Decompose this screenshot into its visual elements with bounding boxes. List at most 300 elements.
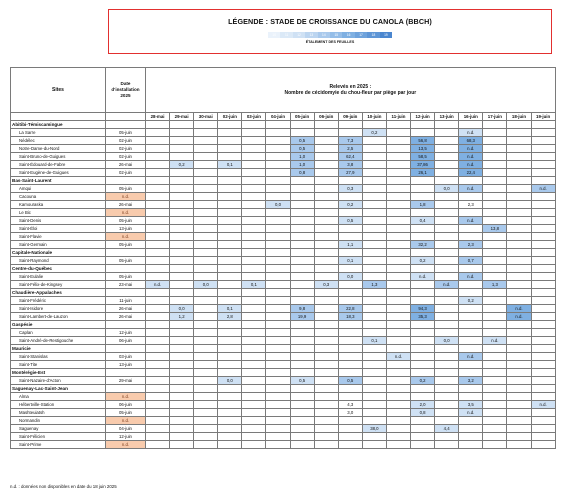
count-cell (507, 217, 531, 225)
count-cell: 7,3 (338, 137, 362, 145)
count-cell: n.d. (507, 313, 531, 321)
count-cell (290, 233, 314, 241)
count-cell: 0,3 (314, 281, 338, 289)
count-cell: 2,8 (218, 313, 242, 321)
count-cell (362, 433, 386, 441)
count-cell (483, 209, 507, 217)
count-cell (170, 353, 194, 361)
region-name: Gaspésie (11, 321, 106, 329)
region-name: Saguenay-Lac-Saint-Jean (11, 385, 106, 393)
region-cell (531, 345, 555, 353)
count-cell (507, 137, 531, 145)
count-cell (266, 305, 290, 313)
region-date-blank (106, 345, 146, 353)
count-cell (435, 433, 459, 441)
count-cell (242, 129, 266, 137)
count-cell (435, 377, 459, 385)
count-cell (314, 361, 338, 369)
count-cell (459, 425, 483, 433)
count-cell (386, 145, 410, 153)
count-cell (314, 353, 338, 361)
count-cell (266, 273, 290, 281)
table-row (11, 273, 556, 281)
count-cell (362, 185, 386, 193)
region-cell (483, 369, 507, 377)
count-cell (411, 361, 435, 369)
count-cell (170, 185, 194, 193)
count-cell (435, 313, 459, 321)
count-cell (338, 129, 362, 137)
count-cell (194, 233, 218, 241)
count-cell (411, 353, 435, 361)
count-cell (266, 409, 290, 417)
count-cell (507, 169, 531, 177)
region-date-blank (106, 177, 146, 185)
table-row (11, 209, 556, 217)
count-cell (290, 241, 314, 249)
count-cell (386, 153, 410, 161)
region-cell (266, 345, 290, 353)
region-cell (218, 385, 242, 393)
count-cell: n.d. (459, 217, 483, 225)
count-cell (194, 329, 218, 337)
region-cell (338, 265, 362, 273)
region-cell (314, 369, 338, 377)
count-cell (362, 313, 386, 321)
count-cell (362, 273, 386, 281)
count-cell: n.d. (459, 129, 483, 137)
count-cell (314, 241, 338, 249)
region-cell (170, 121, 194, 129)
count-cell (531, 393, 555, 401)
region-cell (483, 249, 507, 257)
region-cell (314, 249, 338, 257)
region-name: Chaudière-Appalaches (11, 289, 106, 297)
count-cell (146, 225, 170, 233)
count-cell (242, 273, 266, 281)
region-cell (170, 369, 194, 377)
count-cell (218, 233, 242, 241)
count-cell (170, 441, 194, 449)
region-cell (290, 121, 314, 129)
count-cell (507, 409, 531, 417)
region-cell (483, 121, 507, 129)
count-cell (146, 401, 170, 409)
header-day: 17-juin (483, 113, 507, 121)
count-cell (266, 137, 290, 145)
region-cell (507, 265, 531, 273)
count-cell: 94,3 (411, 305, 435, 313)
region-row (11, 289, 556, 297)
count-cell (314, 337, 338, 345)
install-date: 06-juin (106, 401, 146, 409)
count-cell (194, 217, 218, 225)
count-cell (362, 137, 386, 145)
region-cell (290, 385, 314, 393)
count-cell (242, 305, 266, 313)
region-cell (146, 369, 170, 377)
footnote: n.d. : données non disponibles en date du 18 juin 2025 (10, 484, 117, 489)
count-cell (218, 201, 242, 209)
count-cell (194, 185, 218, 193)
count-cell (386, 201, 410, 209)
region-cell (411, 121, 435, 129)
count-cell: 0,2 (170, 161, 194, 169)
count-cell: 0,5 (290, 377, 314, 385)
count-cell (290, 209, 314, 217)
count-cell (507, 425, 531, 433)
count-cell (411, 129, 435, 137)
region-cell (362, 369, 386, 377)
count-cell (146, 409, 170, 417)
count-cell: 2,5 (338, 145, 362, 153)
count-cell (242, 201, 266, 209)
count-cell (266, 241, 290, 249)
count-cell (290, 337, 314, 345)
count-cell: 0,1 (362, 337, 386, 345)
region-cell (194, 321, 218, 329)
install-date: 26-mai (106, 305, 146, 313)
count-cell (531, 433, 555, 441)
count-cell (146, 305, 170, 313)
count-cell (435, 329, 459, 337)
region-cell (411, 289, 435, 297)
site-name: Notre-Dame-du-Nord (11, 145, 106, 153)
count-cell (266, 297, 290, 305)
region-cell (362, 121, 386, 129)
count-cell (146, 185, 170, 193)
region-cell (362, 265, 386, 273)
count-cell (483, 433, 507, 441)
region-cell (435, 177, 459, 185)
count-cell (362, 193, 386, 201)
table-row (11, 193, 556, 201)
install-date: 02-juin (106, 169, 146, 177)
count-cell (314, 201, 338, 209)
count-cell (507, 129, 531, 137)
region-cell (459, 385, 483, 393)
count-cell (170, 281, 194, 289)
count-cell (218, 281, 242, 289)
install-date: 23-mai (106, 281, 146, 289)
count-cell (483, 425, 507, 433)
region-cell (531, 385, 555, 393)
header-date: Date d'installation 2025 (106, 68, 146, 113)
count-cell (170, 337, 194, 345)
count-cell (483, 361, 507, 369)
count-cell (266, 417, 290, 425)
region-cell (194, 121, 218, 129)
count-cell (314, 273, 338, 281)
count-cell (146, 377, 170, 385)
count-cell (266, 337, 290, 345)
region-cell (411, 369, 435, 377)
count-cell (194, 353, 218, 361)
count-cell (170, 225, 194, 233)
table-row (11, 441, 556, 449)
region-cell (266, 321, 290, 329)
count-cell: 0,8 (411, 409, 435, 417)
count-cell (218, 433, 242, 441)
table-row (11, 153, 556, 161)
count-cell (242, 377, 266, 385)
count-cell (386, 297, 410, 305)
count-cell (483, 401, 507, 409)
legend-swatch-11: 11 (280, 32, 292, 38)
count-cell (314, 425, 338, 433)
count-cell (386, 441, 410, 449)
site-name: Saint-Raymond (11, 257, 106, 265)
region-name: Montérégie-Est (11, 369, 106, 377)
count-cell (507, 353, 531, 361)
count-cell (483, 297, 507, 305)
count-cell (386, 401, 410, 409)
count-cell (266, 217, 290, 225)
region-row (11, 369, 556, 377)
count-cell (266, 361, 290, 369)
header-blank-date (106, 113, 146, 121)
count-cell (362, 201, 386, 209)
region-cell (386, 321, 410, 329)
count-cell (338, 281, 362, 289)
install-date: 05-juin (106, 409, 146, 417)
count-cell (483, 329, 507, 337)
region-cell (170, 289, 194, 297)
table-row (11, 417, 556, 425)
count-cell (459, 361, 483, 369)
install-date: 06-juin (106, 337, 146, 345)
count-cell (459, 433, 483, 441)
count-cell (242, 425, 266, 433)
count-cell (146, 329, 170, 337)
count-cell (314, 409, 338, 417)
count-cell (483, 257, 507, 265)
region-cell (386, 249, 410, 257)
count-cell (507, 401, 531, 409)
legend-title: LÉGENDE : STADE DE CROISSANCE DU CANOLA (BBCH) (228, 17, 432, 26)
region-cell (459, 369, 483, 377)
region-cell (290, 369, 314, 377)
count-cell (435, 305, 459, 313)
count-cell (146, 169, 170, 177)
count-cell (386, 129, 410, 137)
header-day: 13-juin (435, 113, 459, 121)
count-cell (266, 209, 290, 217)
region-cell (314, 321, 338, 329)
region-name: Abitibi-Témiscamingue (11, 121, 106, 129)
count-cell (483, 313, 507, 321)
count-cell: 3,5 (459, 401, 483, 409)
site-name: Hébertville-Station (11, 401, 106, 409)
count-cell (266, 393, 290, 401)
count-cell (146, 393, 170, 401)
count-cell: n.d. (459, 145, 483, 153)
count-cell (290, 273, 314, 281)
count-cell (170, 297, 194, 305)
count-cell: 0,0 (266, 201, 290, 209)
count-cell (338, 353, 362, 361)
count-cell: 0,7 (459, 257, 483, 265)
count-cell (242, 313, 266, 321)
region-row (11, 385, 556, 393)
count-cell (314, 209, 338, 217)
count-cell (435, 401, 459, 409)
region-cell (194, 369, 218, 377)
region-cell (531, 289, 555, 297)
count-cell (531, 217, 555, 225)
count-cell (459, 281, 483, 289)
count-cell (411, 417, 435, 425)
count-cell: 1,2 (170, 313, 194, 321)
count-cell (435, 273, 459, 281)
count-cell (242, 161, 266, 169)
count-cell: 35,3 (411, 313, 435, 321)
region-cell (338, 249, 362, 257)
count-cell: n.d. (386, 353, 410, 361)
count-cell (194, 433, 218, 441)
count-cell (507, 393, 531, 401)
count-cell (531, 193, 555, 201)
count-cell (435, 225, 459, 233)
count-cell (146, 273, 170, 281)
count-cell (194, 201, 218, 209)
count-cell (290, 417, 314, 425)
count-cell: 1,1 (338, 241, 362, 249)
count-cell: 22,4 (459, 169, 483, 177)
count-cell (242, 361, 266, 369)
table-row (11, 393, 556, 401)
region-cell (386, 385, 410, 393)
count-cell (290, 225, 314, 233)
count-cell (459, 193, 483, 201)
count-cell (194, 129, 218, 137)
region-cell (411, 249, 435, 257)
count-cell (146, 201, 170, 209)
count-cell (314, 257, 338, 265)
count-cell (435, 297, 459, 305)
region-cell (386, 177, 410, 185)
count-cell (146, 297, 170, 305)
table-row (11, 281, 556, 289)
count-cell (459, 233, 483, 241)
count-cell (266, 329, 290, 337)
legend-swatch-10: 10 (268, 32, 280, 38)
count-cell (170, 129, 194, 137)
install-date: 26-mai (106, 201, 146, 209)
count-cell (170, 425, 194, 433)
count-cell (146, 217, 170, 225)
count-cell (411, 329, 435, 337)
count-cell (411, 441, 435, 449)
count-cell (194, 241, 218, 249)
count-cell (386, 305, 410, 313)
count-cell: 0,3 (338, 185, 362, 193)
count-cell (362, 241, 386, 249)
count-cell (531, 417, 555, 425)
count-cell (218, 153, 242, 161)
header-day: 30-mai (194, 113, 218, 121)
count-cell (170, 193, 194, 201)
count-cell (314, 401, 338, 409)
count-cell (290, 129, 314, 137)
count-cell (507, 257, 531, 265)
count-cell: 22,8 (338, 305, 362, 313)
region-cell (290, 249, 314, 257)
count-cell (242, 217, 266, 225)
region-cell (507, 177, 531, 185)
count-cell (531, 161, 555, 169)
region-cell (194, 345, 218, 353)
header-day: 09-juin (338, 113, 362, 121)
count-cell (435, 161, 459, 169)
table-row (11, 297, 556, 305)
count-cell (290, 441, 314, 449)
region-cell (483, 321, 507, 329)
count-cell: n.d. (146, 281, 170, 289)
count-cell (170, 401, 194, 409)
count-cell (507, 233, 531, 241)
region-cell (266, 369, 290, 377)
region-cell (194, 265, 218, 273)
count-cell (338, 225, 362, 233)
count-cell: n.d. (411, 273, 435, 281)
count-cell (314, 169, 338, 177)
count-cell (242, 185, 266, 193)
header-day: 10-juin (362, 113, 386, 121)
count-cell (435, 353, 459, 361)
region-cell (483, 177, 507, 185)
site-name: Saint-Eugène-de-Guigues (11, 169, 106, 177)
count-cell (338, 417, 362, 425)
count-cell: 0,1 (218, 305, 242, 313)
header-blank-sites (11, 113, 106, 121)
count-cell (362, 161, 386, 169)
count-cell (531, 137, 555, 145)
count-cell (194, 425, 218, 433)
count-cell: 37,86 (411, 161, 435, 169)
count-cell (386, 185, 410, 193)
region-cell (459, 177, 483, 185)
count-cell (170, 393, 194, 401)
count-cell: 56,8 (411, 137, 435, 145)
count-cell (194, 297, 218, 305)
region-row (11, 121, 556, 129)
legend-swatch-13: 13 (305, 32, 317, 38)
count-cell (411, 209, 435, 217)
count-cell (242, 409, 266, 417)
install-date: 05-juin (106, 185, 146, 193)
count-cell: 3,8 (338, 161, 362, 169)
region-cell (266, 121, 290, 129)
region-date-blank (106, 265, 146, 273)
count-cell (531, 377, 555, 385)
count-cell (507, 361, 531, 369)
region-cell (507, 345, 531, 353)
count-cell: 2,3 (459, 201, 483, 209)
count-cell: 4,4 (435, 425, 459, 433)
count-cell (362, 361, 386, 369)
count-cell (483, 193, 507, 201)
header-day: 06-juin (314, 113, 338, 121)
region-cell (459, 345, 483, 353)
region-cell (459, 321, 483, 329)
region-cell (435, 121, 459, 129)
region-cell (314, 121, 338, 129)
count-cell (194, 257, 218, 265)
count-cell (362, 377, 386, 385)
count-cell (242, 145, 266, 153)
count-cell (459, 329, 483, 337)
